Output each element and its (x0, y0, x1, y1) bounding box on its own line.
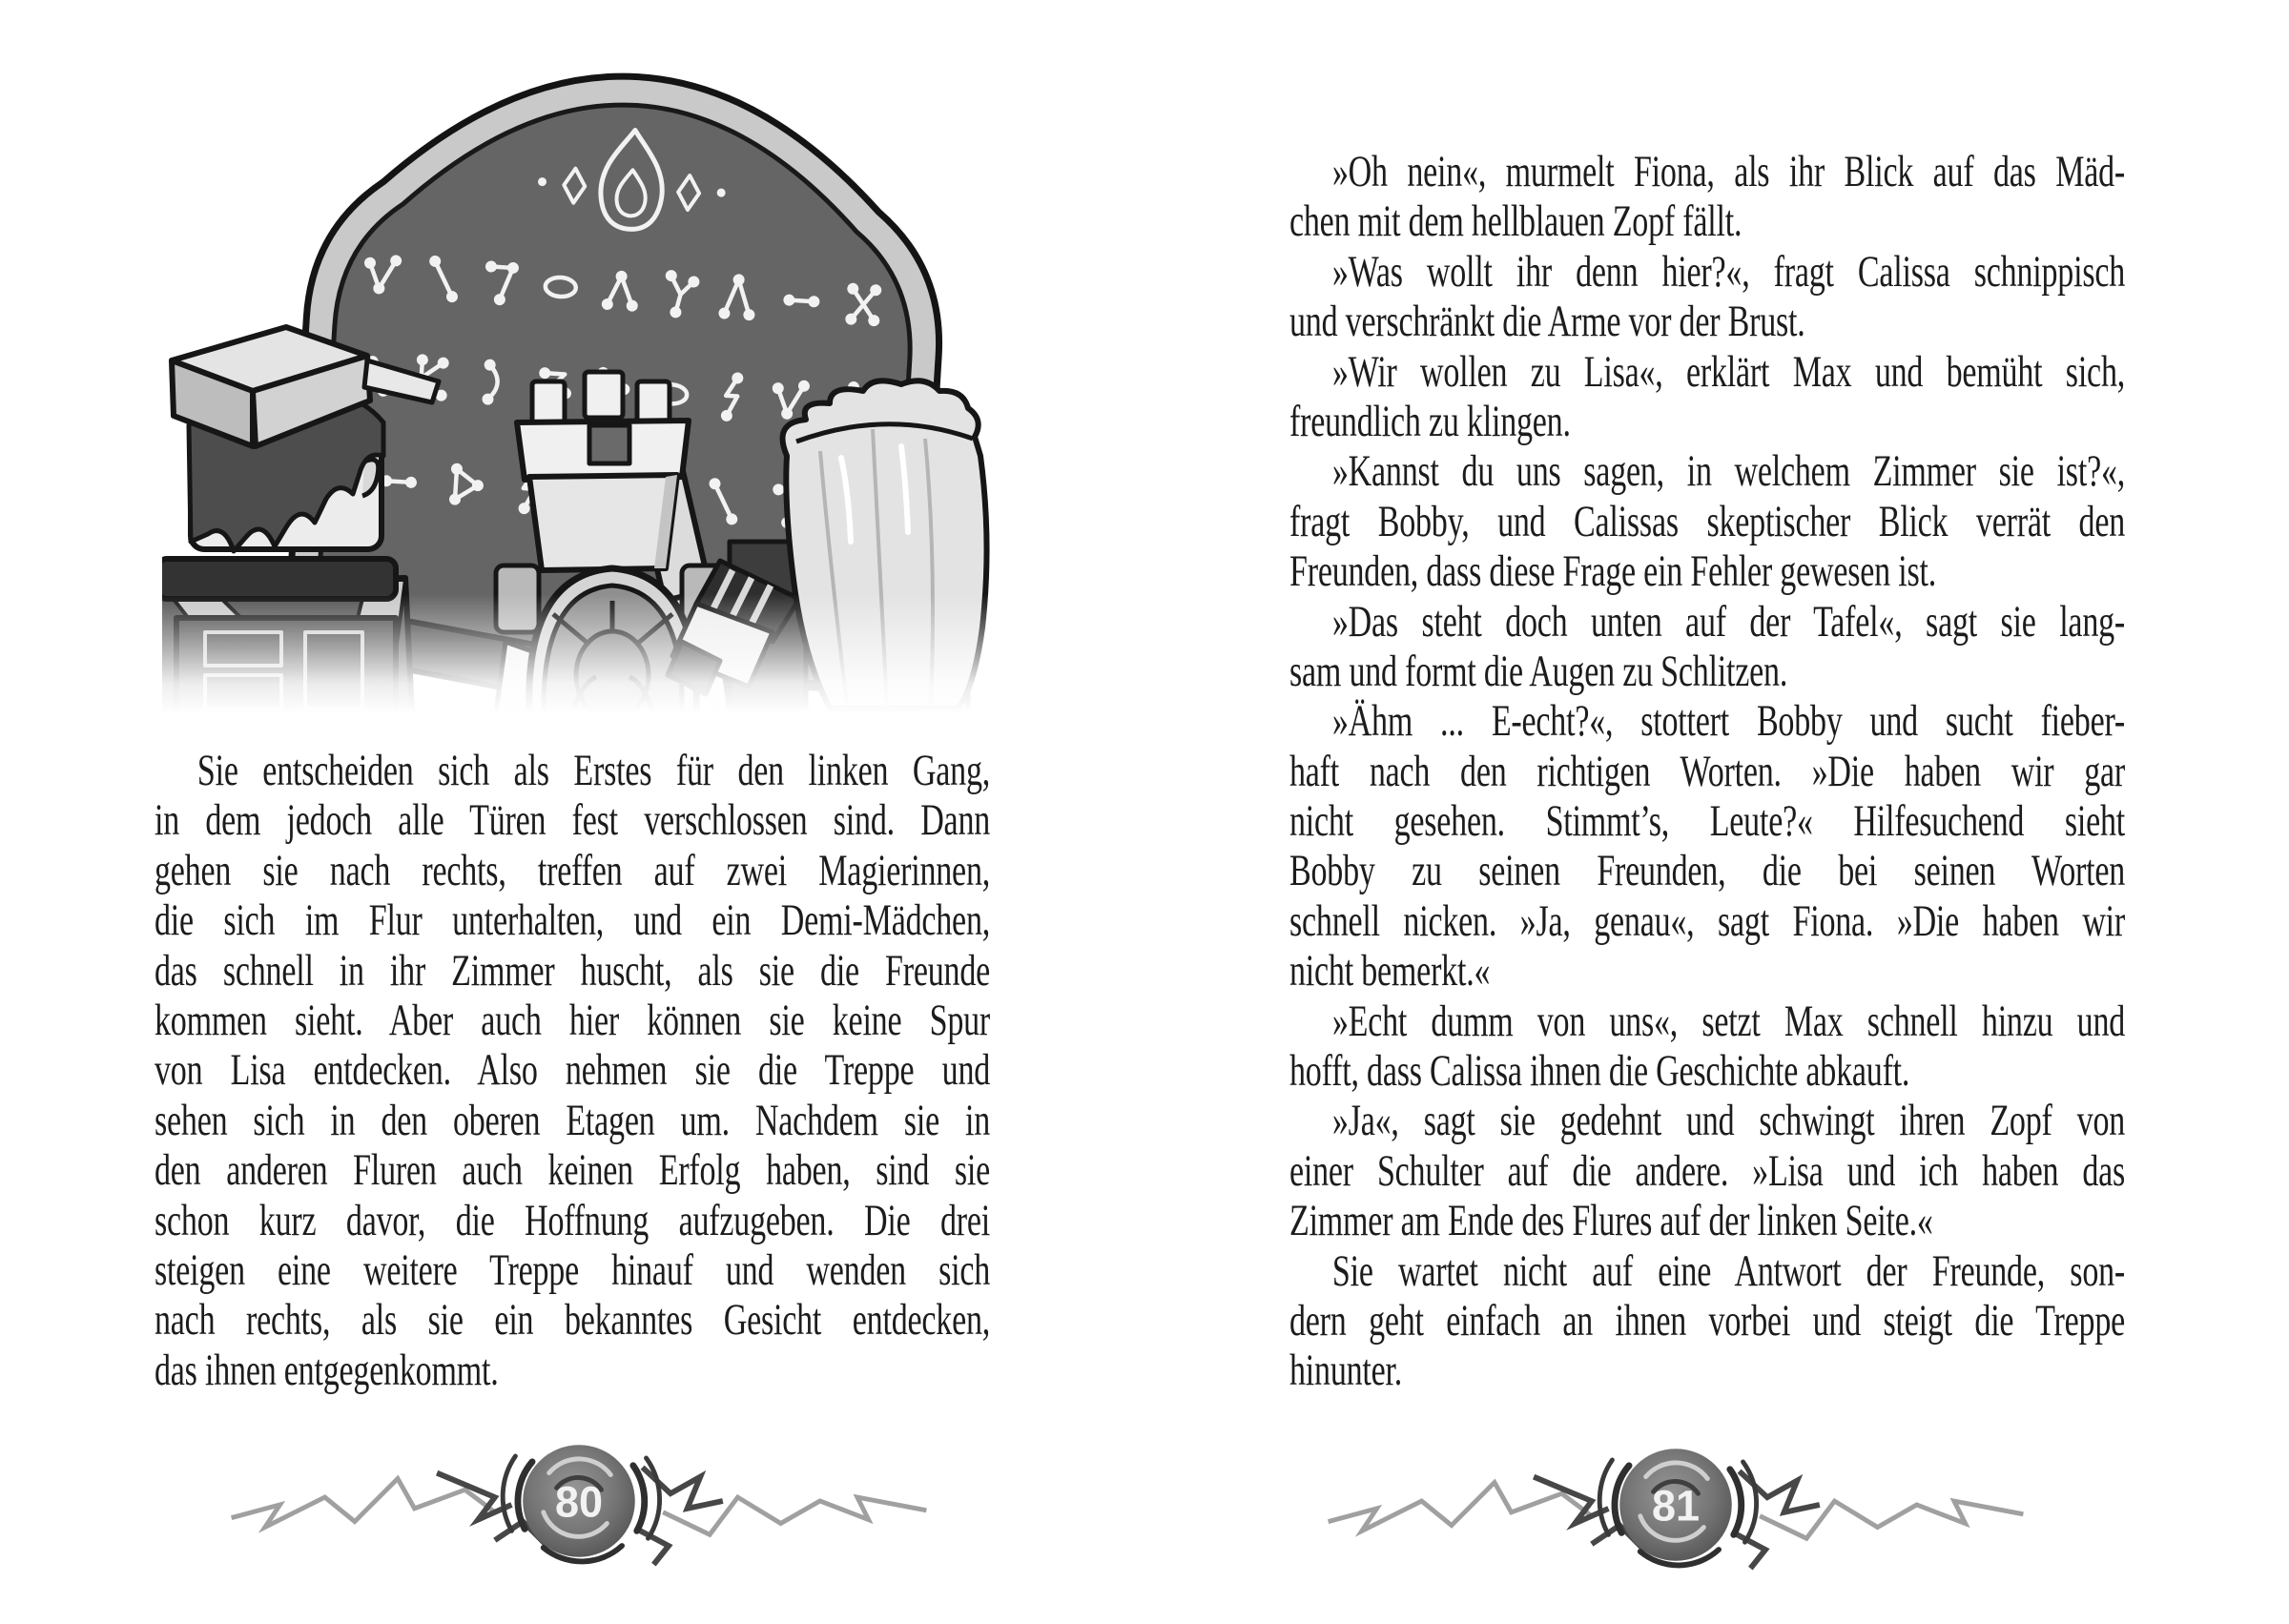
text-line: nicht bemerkt.« (1289, 946, 1491, 997)
text-line: freundlich zu klingen. (1289, 396, 1571, 446)
chalkboard-illustration (162, 46, 1021, 713)
text-line: »Echt dumm von uns«, setzt Max schnell hinzu und (1331, 996, 2126, 1046)
text-line: von Lisa entdecken. Also nehmen sie die Treppe und (155, 1045, 991, 1096)
text-line: »Wir wollen zu Lisa«, erklärt Max und bemüht sich, (1331, 346, 2126, 397)
fade-out (162, 594, 1021, 713)
text-line: chen mit dem hellblauen Zopf fällt. (1289, 196, 1743, 247)
text-line: »Ähm ... E-echt?«, stottert Bobby und sucht fieber- (1331, 696, 2126, 747)
page-number: 80 (554, 1477, 604, 1527)
text-line: Zimmer am Ende des Flures auf der linken Seite.« (1289, 1196, 1933, 1246)
text-line: Sie entscheiden sich als Erstes für den linken Gang, (196, 746, 991, 795)
text-line: die sich im Flur unterhalten, und ein Demi-Mädchen, (155, 895, 991, 946)
text-line: »Das steht doch unten auf der Tafel«, sagt sie lang- (1331, 596, 2126, 647)
text-line: steigen eine weitere Treppe hinauf und wenden sich (155, 1244, 991, 1295)
text-line: gehen sie nach rechts, treffen auf zwei Magierinnen, (155, 845, 991, 895)
text-column (155, 746, 990, 1395)
text-line: das schnell in ihr Zimmer huscht, als sie die Freunde (155, 945, 991, 996)
text-line: das ihnen entgegenkommt. (155, 1345, 499, 1395)
page-number-ornament (1311, 1411, 2040, 1598)
text-line: Freunden, dass diese Frage ein Fehler gewesen ist. (1289, 546, 1937, 597)
text-line: schnell nicken. »Ja, genau«, sagt Fiona. »Die haben wir (1289, 895, 2126, 946)
text-line: schon kurz davor, die Hoffnung aufzugeben. Die drei (155, 1195, 991, 1245)
text-line: hofft, dass Calissa ihnen die Geschichte abkauft. (1289, 1046, 1910, 1097)
text-line: nach rechts, als sie ein bekanntes Gesicht entdecken, (155, 1295, 991, 1346)
text-line: fragt Bobby, und Calissas skeptischer Blick verrät den (1289, 496, 2126, 546)
text-line: in dem jedoch alle Türen fest verschlossen sind. Dann (155, 795, 991, 846)
text-line: den anderen Fluren auch keinen Erfolg haben, sind sie (155, 1145, 991, 1196)
page-number: 81 (1651, 1481, 1701, 1531)
text-line: »Was wollt ihr denn hier?«, fragt Calissa schnippisch (1331, 246, 2126, 297)
text-line: Sie wartet nicht auf eine Antwort der Freunde, son- (1331, 1245, 2126, 1296)
page-number-ornament (215, 1408, 943, 1594)
text-line: sehen sich in den oberen Etagen um. Nachdem sie in (155, 1095, 991, 1145)
text-line: »Oh nein«, murmelt Fiona, als ihr Blick auf das Mäd- (1331, 147, 2126, 196)
text-line: nicht gesehen. Stimmt’s, Leute?« Hilfesuchend sieht (1289, 796, 2126, 847)
text-line: und verschränkt die Arme vor der Brust. (1289, 297, 1805, 347)
text-line: kommen sieht. Aber auch hier können sie keine Spur (155, 995, 991, 1045)
text-line: »Kannst du uns sagen, in welchem Zimmer sie ist?«, (1331, 446, 2126, 497)
text-line: hinunter. (1289, 1346, 1403, 1396)
text-line: »Ja«, sagt sie gedehnt und schwingt ihren Zopf von (1331, 1096, 2126, 1146)
text-column (1289, 147, 2125, 1396)
text-line: einer Schulter auf die andere. »Lisa und ich haben das (1289, 1145, 2126, 1196)
text-line: Bobby zu seinen Freunden, die bei seinen Worten (1289, 846, 2126, 896)
text-line: haft nach den richtigen Worten. »Die haben wir gar (1289, 746, 2126, 796)
text-line: sam und formt die Augen zu Schlitzen. (1289, 646, 1788, 696)
text-line: dern geht einfach an ihnen vorbei und steigt die Treppe (1289, 1295, 2126, 1346)
